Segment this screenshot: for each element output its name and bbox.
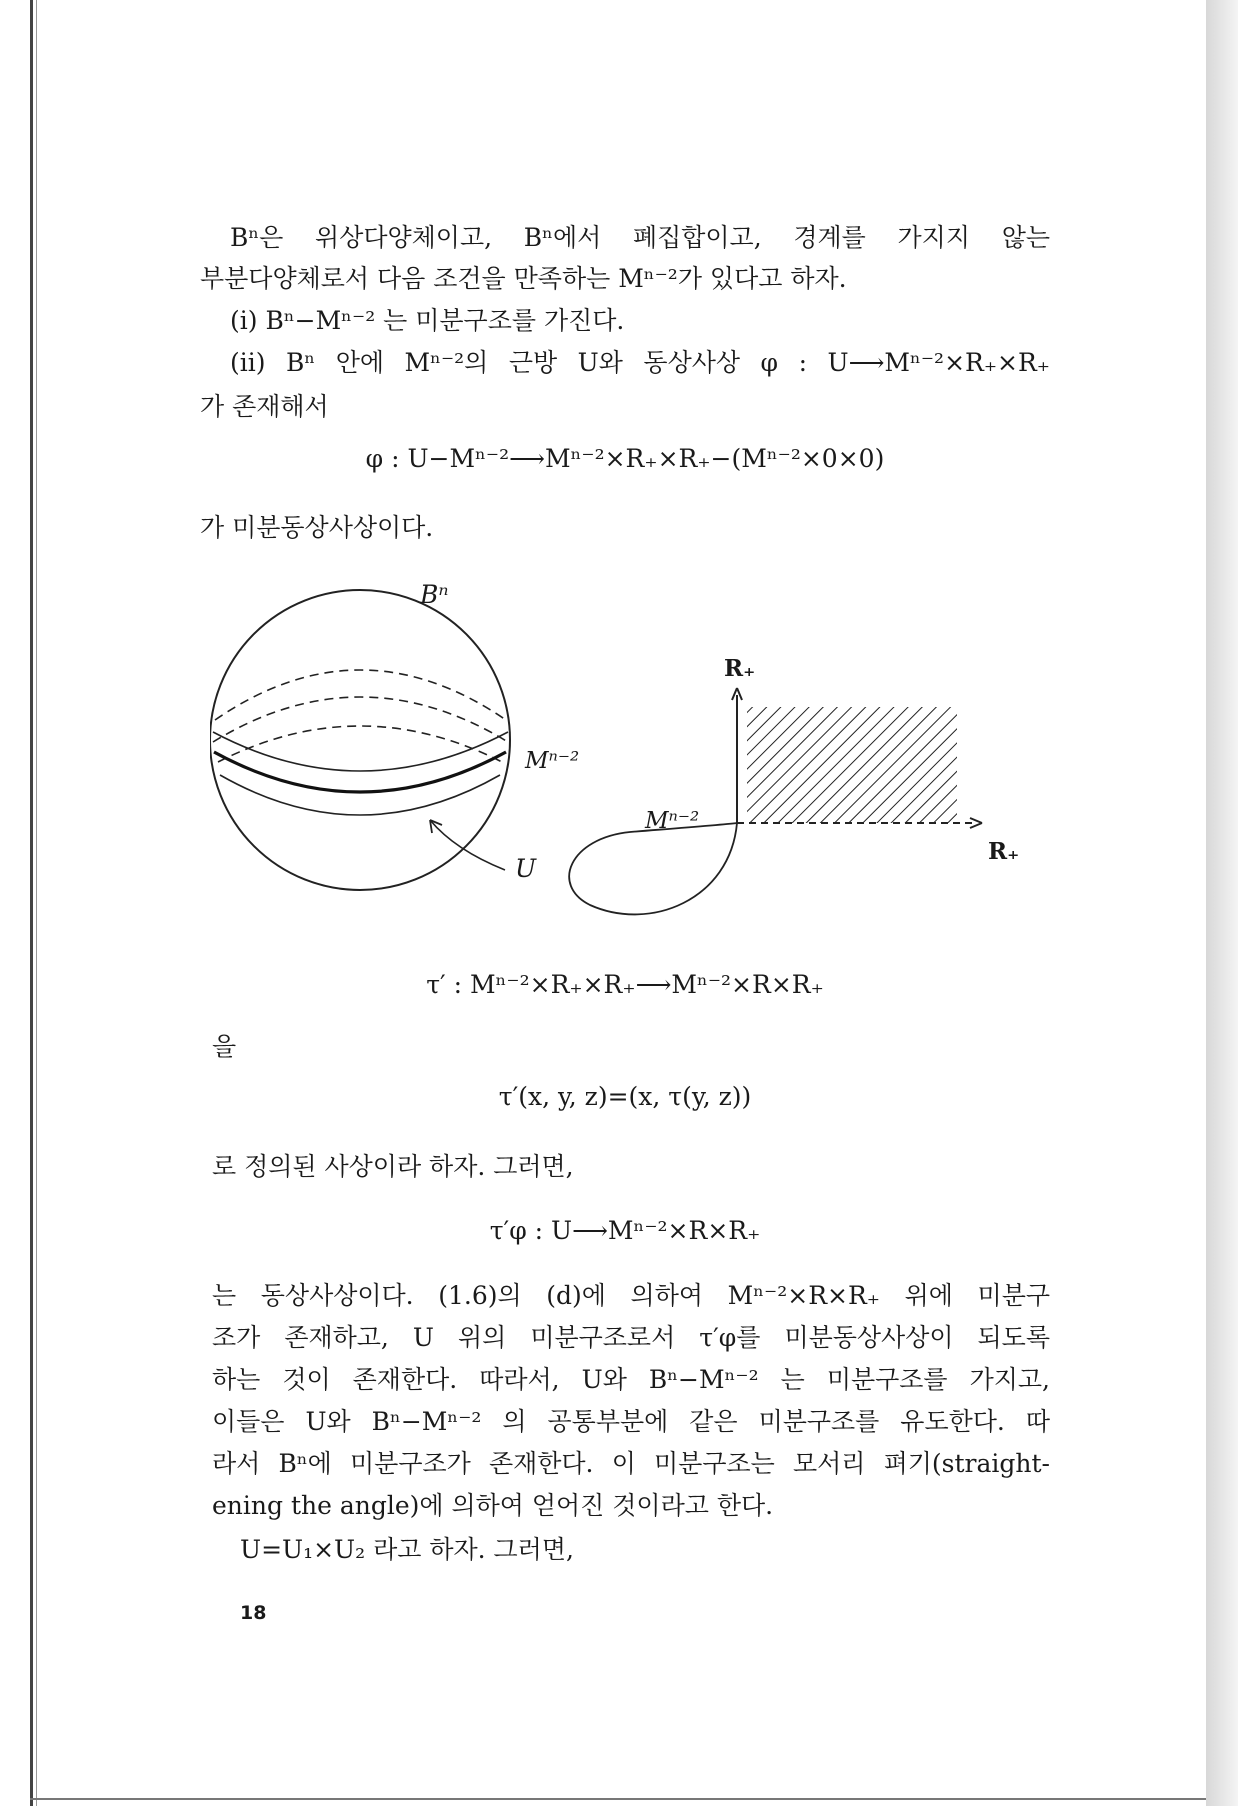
formula-phi-restricted: φ : U−Mⁿ⁻²⟶Mⁿ⁻²×R₊×R₊−(Mⁿ⁻²×0×0): [365, 444, 885, 473]
ball-dashed-back-middle: [213, 697, 508, 742]
label-axis-horizontal: R₊: [988, 838, 1020, 865]
paragraph1-line1: Bⁿ은 위상다양체이고, Bⁿ에서 폐집합이고, 경계를 가지지 않는: [230, 223, 1050, 252]
paragraph2-line4: 이들은 U와 Bⁿ−Mⁿ⁻² 의 공통부분에 같은 미분구조를 유도한다. 따: [212, 1407, 1050, 1436]
last-line: U=U₁×U₂ 라고 하자. 그러면,: [240, 1535, 574, 1564]
quadrant-figure: [569, 688, 982, 914]
condition-i: (i) Bⁿ−Mⁿ⁻² 는 미분구조를 가진다.: [230, 306, 625, 335]
figure-ball-and-quadrant: [210, 570, 1040, 960]
paragraph2-line6: ening the angle)에 의하여 얻어진 것이라고 한다.: [212, 1491, 774, 1520]
text-eul: 을: [212, 1032, 237, 1061]
ball-figure: [210, 590, 510, 890]
text-diffeomorphism: 가 미분동상사상이다.: [200, 513, 434, 542]
paragraph2-line1: 는 동상사상이다. (1.6)의 (d)에 의하여 Mⁿ⁻²×R×R₊ 위에 미분구: [212, 1281, 1050, 1310]
quadrant-hatched-region: [747, 707, 957, 823]
condition-ii-line1: (ii) Bⁿ 안에 Mⁿ⁻²의 근방 U와 동상사상 φ : U⟶Mⁿ⁻²×R₊×R₊: [230, 348, 1050, 377]
label-manifold-right: Mⁿ⁻²: [645, 808, 700, 834]
ball-circle: [210, 590, 510, 890]
paragraph2-line2: 조가 존재하고, U 위의 미분구조로서 τ′φ를 미분동상사상이 되도록: [212, 1323, 1050, 1352]
neighborhood-front-upper: [213, 732, 508, 771]
formula-tau-prime-definition: τ′(x, y, z)=(x, τ(y, z)): [498, 1082, 752, 1111]
condition-ii-line2: 가 존재해서: [200, 392, 329, 421]
formula-tau-prime-map: τ′ : Mⁿ⁻²×R₊×R₊⟶Mⁿ⁻²×R×R₊: [426, 970, 824, 999]
ball-dashed-back-inner: [218, 726, 502, 762]
label-axis-vertical: R₊: [724, 655, 756, 682]
label-manifold-left: Mⁿ⁻²: [525, 748, 580, 774]
text-define-map: 로 정의된 사상이라 하자. 그러면,: [212, 1152, 574, 1181]
paragraph2-line3: 하는 것이 존재한다. 따라서, U와 Bⁿ−Mⁿ⁻² 는 미분구조를 가지고,: [212, 1365, 1050, 1394]
ball-dashed-back-outer: [215, 670, 506, 720]
neighborhood-front-lower: [220, 775, 500, 815]
page-number: 18: [240, 1602, 267, 1624]
manifold-front-curve: [214, 752, 506, 792]
label-neighborhood-u: U: [515, 854, 537, 883]
formula-tau-prime-phi: τ′φ : U⟶Mⁿ⁻²×R×R₊: [489, 1216, 761, 1245]
label-ball-bn: Bⁿ: [420, 580, 449, 609]
paragraph1-line2: 부분다양체로서 다음 조건을 만족하는 Mⁿ⁻²가 있다고 하자.: [200, 264, 847, 293]
paragraph2-line5: 라서 Bⁿ에 미분구조가 존재한다. 이 미분구조는 모서리 펴기(straight-: [212, 1449, 1050, 1478]
